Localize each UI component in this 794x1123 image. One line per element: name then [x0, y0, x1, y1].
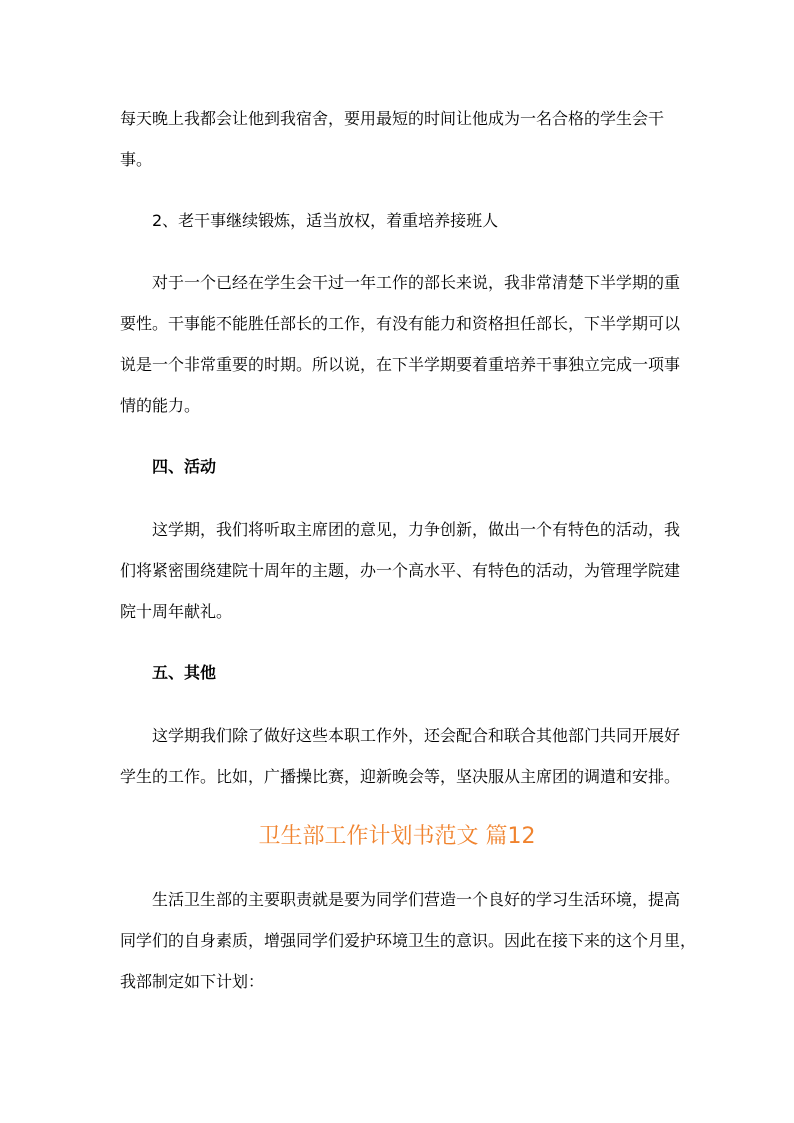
text-line: 们将紧密围绕建院十周年的主题，办一个高水平、有特色的活动，为管理学院建 [120, 561, 681, 580]
paragraph-second-semester [120, 262, 681, 426]
text-line: 这学期我们除了做好这些本职工作外，还会配合和联合其他部门共同开展好 [152, 726, 681, 745]
section-heading-activities: 四、活动 [152, 457, 217, 476]
text-line: 学生的工作。比如，广播操比赛，迎新晚会等，坚决服从主席团的调遣和安排。 [120, 767, 681, 786]
section-heading-other: 五、其他 [152, 663, 217, 682]
text-line: 同学们的自身素质，增强同学们爱护环境卫生的意识。因此在接下来的这个月里， [120, 931, 697, 950]
text-line: 要性。干事能不能胜任部长的工作，有没有能力和资格担任部长，下半学期可以 [120, 314, 681, 333]
text-line: 事。 [120, 150, 153, 169]
text-line: 每天晚上我都会让他到我宿舍，要用最短的时间让他成为一名合格的学生会干 [120, 109, 665, 128]
paragraph-other [120, 715, 681, 797]
paragraph-dormitory-training [120, 98, 676, 180]
text-line: 情的能力。 [120, 396, 201, 415]
text-line: 我部制定如下计划： [120, 972, 265, 991]
text-line: 这学期，我们将听取主席团的意见，力争创新，做出一个有特色的活动，我 [152, 520, 681, 539]
list-item-veteran-staff: 2、老干事继续锻炼，适当放权，着重培养接班人 [152, 211, 499, 230]
text-line: 说是一个非常重要的时期。所以说，在下半学期要着重培养干事独立完成一项事 [120, 355, 681, 374]
text-line: 院十周年献礼。 [120, 602, 233, 621]
section-title: 卫生部工作计划书范文 篇12 [258, 824, 536, 849]
text-line: 生活卫生部的主要职责就是要为同学们营造一个良好的学习生活环境，提高 [152, 890, 681, 909]
text-line: 对于一个已经在学生会干过一年工作的部长来说，我非常清楚下半学期的重 [152, 273, 681, 292]
paragraph-activities [120, 509, 681, 632]
paragraph-hygiene-department [120, 879, 697, 1002]
